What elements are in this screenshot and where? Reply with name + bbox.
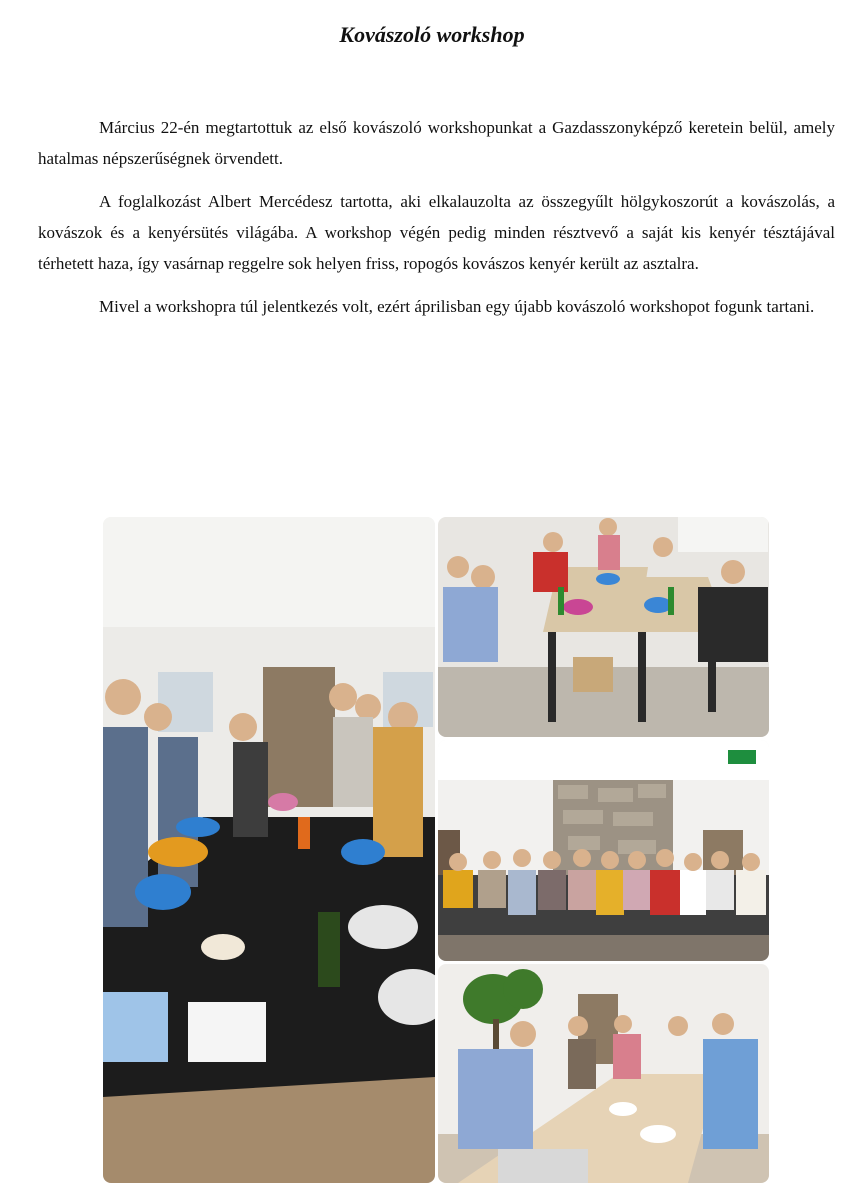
workshop-photo-participants-seated xyxy=(438,517,769,737)
article-body xyxy=(38,112,835,334)
page-title: Kovászoló workshop xyxy=(339,22,525,47)
workshop-photo-group xyxy=(438,740,769,961)
workshop-photo-kneading xyxy=(438,964,769,1183)
paragraph-1: Március 22-én megtartottuk az első kovászoló workshopunkat a Gazdasszonyképző keretein belül, amely hatalmas népszerűségnek örvendett. xyxy=(38,118,835,168)
workshop-photo-table xyxy=(103,517,435,1183)
paragraph-2: A foglalkozást Albert Mercédesz tartotta, aki elkalauzolta az összegyűlt hölgykoszorút a kovászolás, a kovászok és a kenyérsütés világába. A workshop végén pedig minden résztvevő a saját kis kenyér tésztájával térhetett haza, így vasárnap reggelre sok helyen friss, ropogós kovászos kenyér került az asztalra. xyxy=(38,192,835,273)
paragraph-3: Mivel a workshopra túl jelentkezés volt, ezért áprilisban egy újabb kovászoló workshopot fogunk tartani. xyxy=(99,297,815,316)
